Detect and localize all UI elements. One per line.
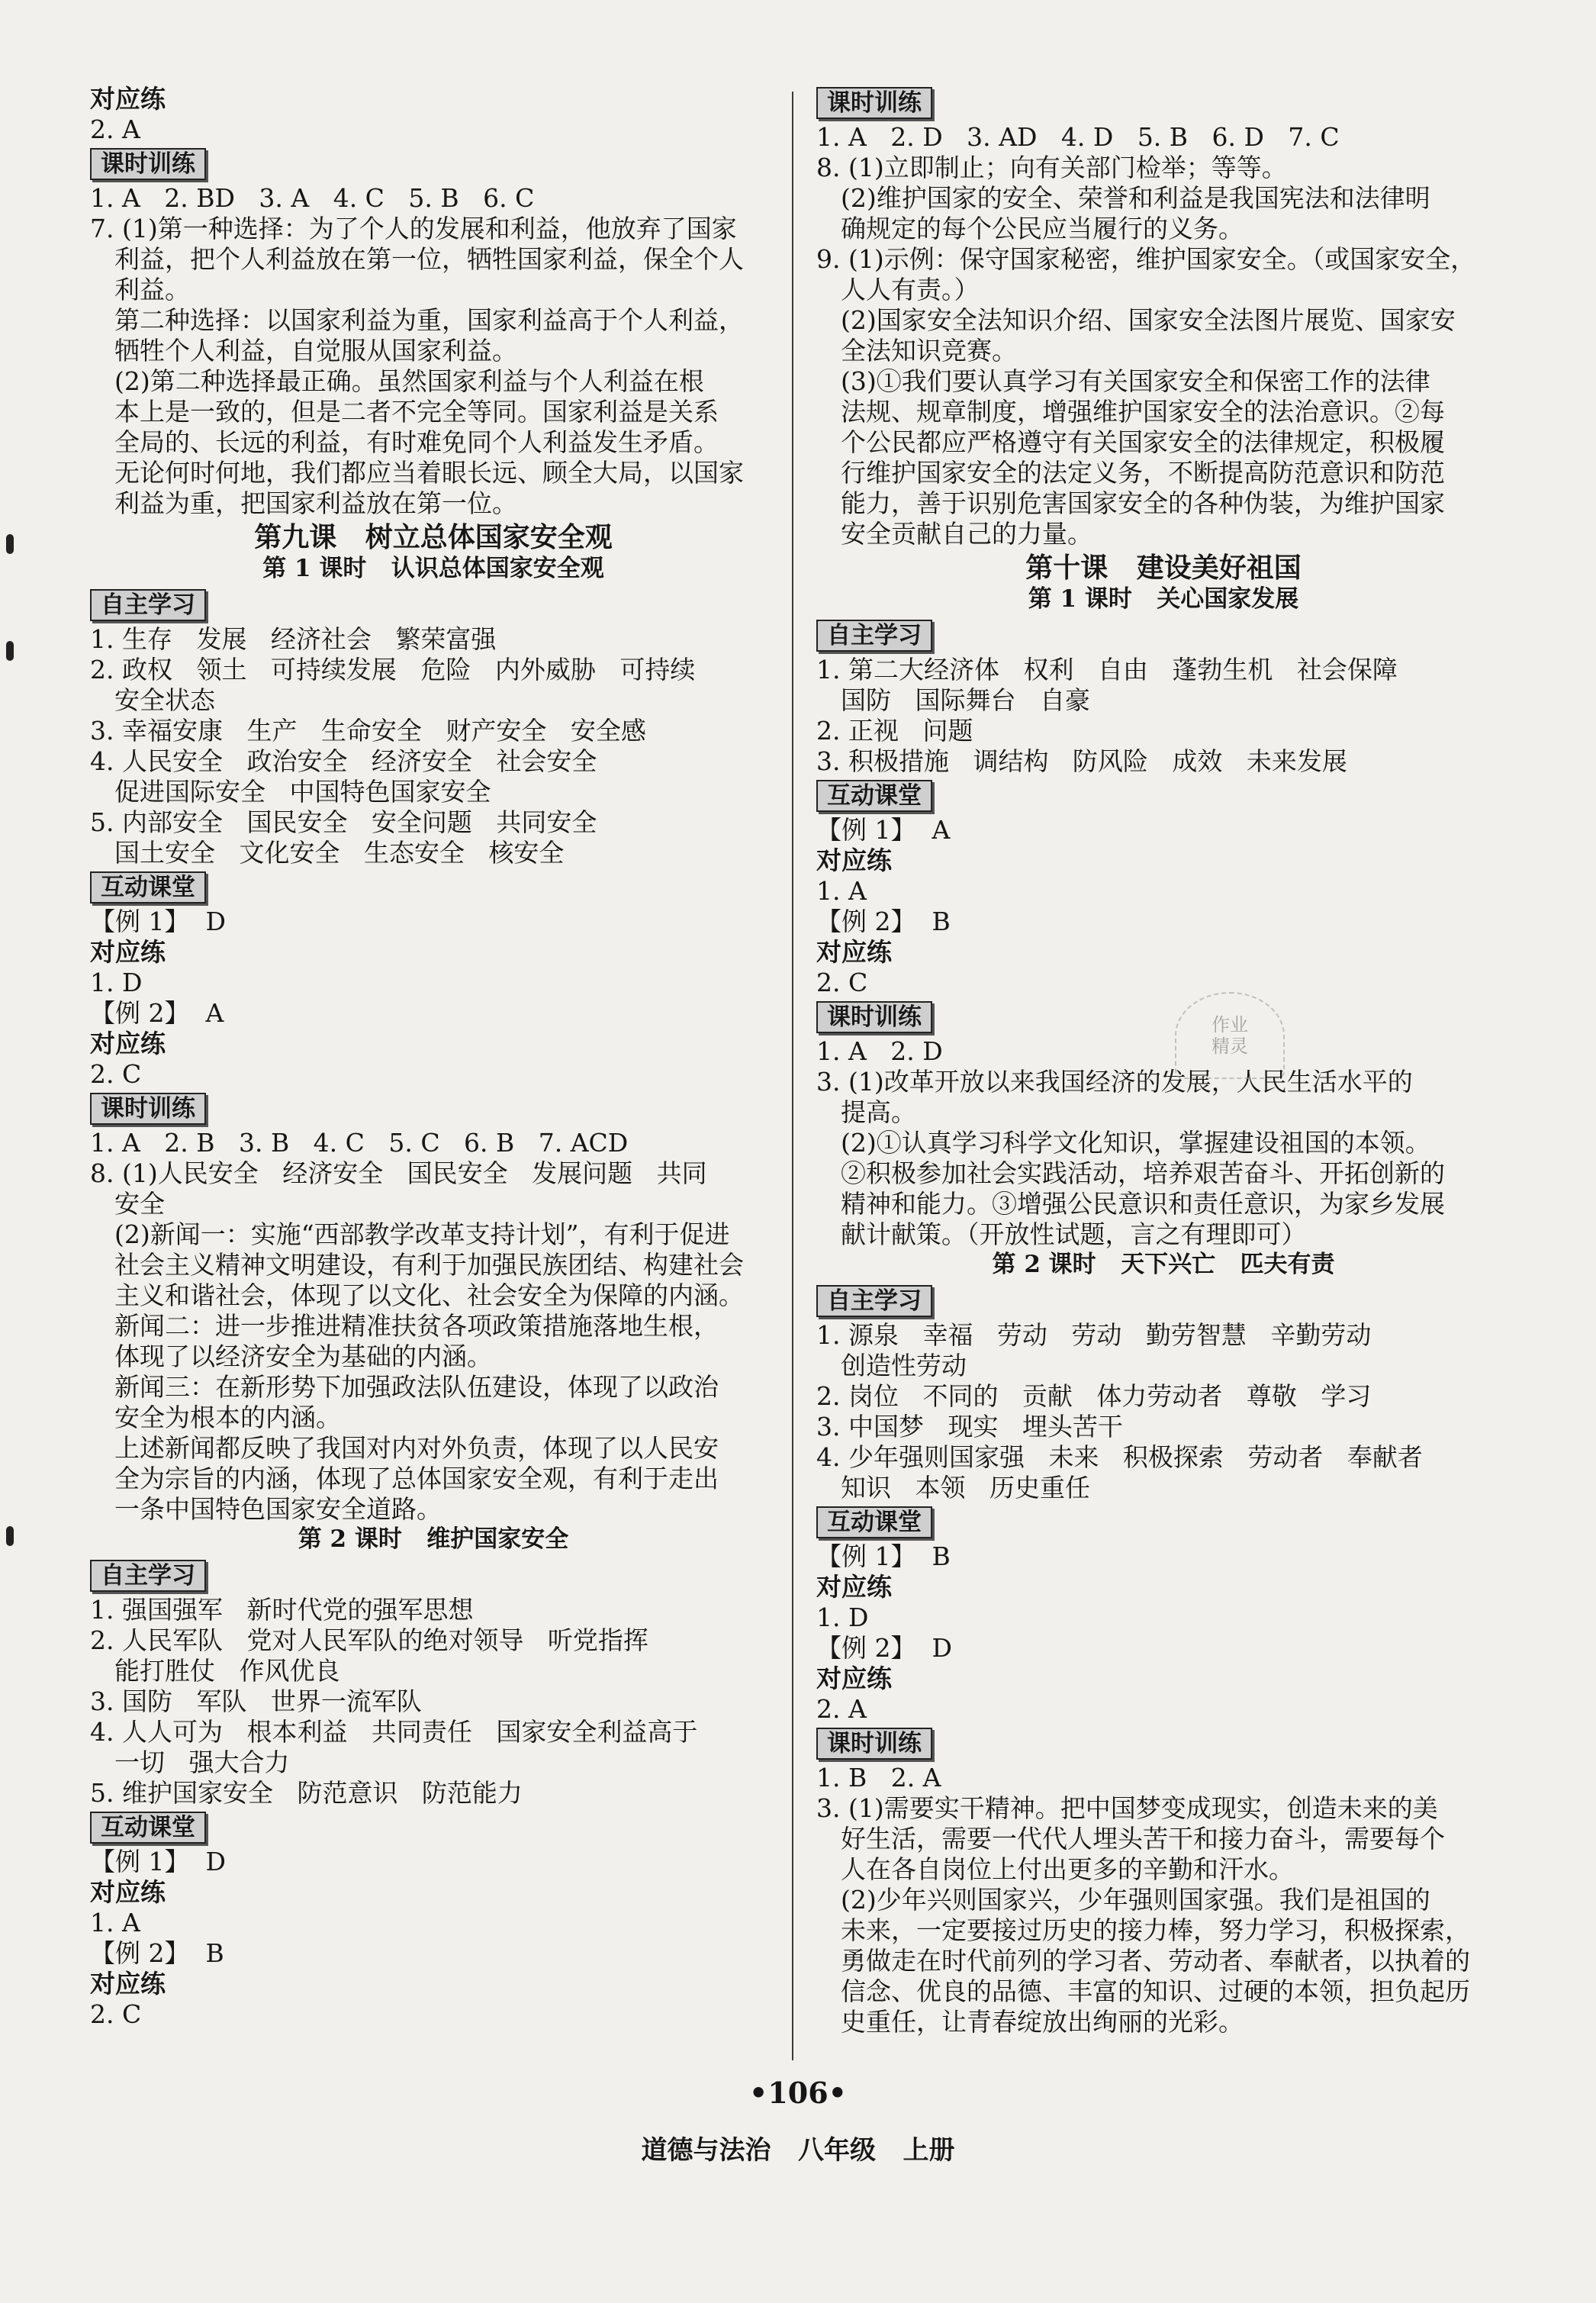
section-tag-row [816, 84, 1511, 122]
answer-line: 8. (1)人民安全 经济安全 国民安全 发展问题 共同 [90, 1158, 707, 1188]
column-divider [792, 92, 793, 2060]
answer-line: 无论何时何地，我们都应当着眼长远、顾全大局，以国家 [114, 458, 744, 488]
lesson-heading: 第九课 树立总体国家安全观 [254, 521, 613, 553]
section-tag: 课时训练 [90, 1093, 206, 1125]
section-tag: 互动课堂 [816, 780, 932, 812]
answer-line: 勇做走在时代前列的学习者、劳动者、奉献者，以执着的 [841, 1946, 1470, 1976]
answer-line: 4. 人人可为 根本利益 共同责任 国家安全利益高于 [90, 1717, 698, 1747]
answer-line: (3)①我们要认真学习有关国家安全和保密工作的法律 [841, 366, 1430, 396]
answer-line: 个公民都应严格遵守有关国家安全的法律规定，积极履 [841, 427, 1445, 457]
section-tag-row [90, 1557, 777, 1595]
answer-line: 2. C [90, 1059, 142, 1089]
answer-line: 安全状态 [114, 685, 215, 715]
answer-line: 5. 维护国家安全 防范意识 防范能力 [90, 1778, 523, 1808]
practice-label: 对应练 [816, 1664, 892, 1693]
answer-line: 促进国际安全 中国特色国家安全 [114, 777, 491, 807]
section-tag: 自主学习 [816, 1285, 932, 1317]
answer-line: 1. A 2. D 3. AD 4. D 5. B 6. D 7. C [816, 122, 1340, 152]
answer-line: 国土安全 文化安全 生态安全 核安全 [114, 838, 565, 868]
section-tag: 课时训练 [90, 148, 206, 180]
answer-line: 2. A [90, 114, 140, 144]
answer-line: 国防 国际舞台 自豪 [841, 685, 1090, 715]
answer-line: 【例 1】 D [90, 1847, 226, 1876]
answer-line: 信念、优良的品德、丰富的知识、过硬的本领，担负起历 [841, 1976, 1470, 2006]
answer-line: 1. 强国强军 新时代党的强军思想 [90, 1595, 474, 1625]
answer-line: 【例 2】 D [816, 1633, 952, 1663]
section-tag: 自主学习 [90, 1560, 206, 1592]
answer-line: 1. 源泉 幸福 劳动 劳动 勤劳智慧 辛勤劳动 [816, 1320, 1372, 1350]
answer-line: 献计献策。（开放性试题，言之有理即可） [841, 1219, 1307, 1249]
answer-line: 【例 1】 A [816, 815, 951, 845]
answer-line: 3. 中国梦 现实 埋头苦干 [816, 1412, 1123, 1441]
answer-line: 1. A [90, 1908, 140, 1937]
answer-line: 7. (1)第一种选择：为了个人的发展和利益，他放弃了国家 [90, 214, 737, 243]
section-tag: 课时训练 [816, 87, 932, 119]
answer-line: 安全为根本的内涵。 [114, 1403, 341, 1432]
practice-label: 对应练 [816, 1572, 892, 1602]
answer-line: 好生活，需要一代代人埋头苦干和接力奋斗，需要每个 [841, 1824, 1445, 1854]
answer-line: 2. A [816, 1694, 867, 1724]
answer-line: 2. 政权 领土 可持续发展 危险 内外威胁 可持续 [90, 655, 696, 684]
answer-line: 2. 岗位 不同的 贡献 体力劳动者 尊敬 学习 [816, 1381, 1372, 1411]
answer-line: 3. (1)改革开放以来我国经济的发展，人民生活水平的 [816, 1067, 1413, 1097]
answer-line: 利益。 [114, 275, 190, 304]
section-tag-row [90, 868, 777, 907]
answer-line: 一切 强大合力 [114, 1747, 290, 1777]
answer-line: 【例 1】 B [816, 1541, 951, 1571]
answer-line: 安全 [114, 1189, 165, 1219]
page-number: •106• [749, 2076, 847, 2110]
answer-line: 行维护国家安全的法定义务，不断提高防范意识和防范 [841, 458, 1445, 488]
practice-label: 对应练 [90, 1029, 166, 1058]
answer-line: ②积极参加社会实践活动，培养艰苦奋斗、开拓创新的 [841, 1158, 1445, 1188]
answer-line: 人人有责。） [841, 275, 980, 304]
section-tag-row [90, 1090, 777, 1128]
answer-line: 3. (1)需要实干精神。把中国梦变成现实，创造未来的美 [816, 1793, 1438, 1823]
section-tag: 自主学习 [90, 589, 206, 621]
answer-line: 安全贡献自己的力量。 [841, 519, 1092, 549]
answer-line: (2)新闻一：实施“西部教学改革支持计划”，有利于促进 [114, 1219, 730, 1249]
watermark-stamp [1175, 992, 1285, 1079]
answer-line: 能力，善于识别危害国家安全的各种伪装，为维护国家 [841, 488, 1445, 518]
answer-line: 1. D [816, 1602, 869, 1632]
answer-line: 人在各自岗位上付出更多的辛勤和汗水。 [841, 1854, 1294, 1884]
answer-line: 利益，把个人利益放在第一位，牺牲国家利益，保全个人 [114, 244, 744, 274]
section-tag: 自主学习 [816, 620, 932, 652]
section-tag: 课时训练 [816, 1728, 932, 1760]
section-tag-row [816, 617, 1511, 655]
answer-line: 社会主义精神文明建设，有利于加强民族团结、构建社会 [114, 1250, 744, 1280]
answer-line: 提高。 [841, 1097, 916, 1127]
answer-line: 9. (1)示例：保守国家秘密，维护国家安全。（或国家安全， [816, 244, 1476, 274]
answer-line: 5. 内部安全 国民安全 安全问题 共同安全 [90, 807, 597, 837]
section-tag: 互动课堂 [90, 871, 206, 903]
section-tag-row [816, 1282, 1511, 1320]
stamp-text: 精灵 [1211, 1036, 1248, 1057]
practice-label: 对应练 [816, 846, 892, 875]
answer-line: 主义和谐社会，体现了以文化、社会安全为保障的内涵。 [114, 1280, 744, 1310]
answer-line: 第二种选择：以国家利益为重，国家利益高于个人利益， [114, 305, 744, 335]
answer-line: (2)第二种选择最正确。虽然国家利益与个人利益在根 [114, 366, 704, 396]
right-column [816, 84, 1511, 2037]
lesson-subheading: 第 2 课时 天下兴亡 匹夫有责 [992, 1251, 1335, 1278]
answer-line: 3. 幸福安康 生产 生命安全 财产安全 安全感 [90, 716, 646, 746]
answer-line: 体现了以经济安全为基础的内涵。 [114, 1342, 492, 1371]
practice-label: 对应练 [90, 1877, 166, 1907]
answer-line: 精神和能力。③增强公民意识和责任意识，为家乡发展 [841, 1189, 1445, 1219]
answer-line: 8. (1)立即制止；向有关部门检举；等等。 [816, 153, 1287, 182]
section-tag: 课时训练 [816, 1001, 932, 1033]
answer-line: (2)维护国家的安全、荣誉和利益是我国宪法和法律明 [841, 183, 1430, 213]
answer-line: 全局的、长远的利益，有时难免同个人利益发生矛盾。 [114, 427, 719, 457]
practice-label: 对应练 [816, 937, 892, 967]
answer-line: 2. C [90, 1999, 142, 2029]
answer-line: 2. C [816, 968, 868, 997]
book-title: 道德与法治 八年级 上册 [641, 2135, 955, 2166]
answer-line: 1. B 2. A [816, 1763, 941, 1792]
section-tag-row [90, 586, 777, 624]
binding-mark [6, 641, 14, 661]
answer-line: 能打胜仗 作风优良 [114, 1656, 340, 1686]
stamp-text: 作业 [1211, 1014, 1248, 1036]
section-tag: 互动课堂 [816, 1506, 932, 1538]
answer-line: 4. 人民安全 政治安全 经济安全 社会安全 [90, 746, 597, 776]
section-tag: 互动课堂 [90, 1812, 206, 1844]
lesson-subheading: 第 2 课时 维护国家安全 [298, 1525, 569, 1553]
answer-line: 一条中国特色国家安全道路。 [114, 1494, 442, 1524]
answer-line: 确规定的每个公民应当履行的义务。 [841, 214, 1244, 243]
answer-line: (2)①认真学习科学文化知识，掌握建设祖国的本领。 [841, 1128, 1430, 1158]
answer-line: 新闻三：在新形势下加强政法队伍建设，体现了以政治 [114, 1372, 719, 1402]
answer-line: 1. A 2. D [816, 1036, 943, 1066]
section-tag-row [816, 1725, 1511, 1763]
answer-line: 1. D [90, 968, 143, 997]
section-tag-row [90, 145, 777, 183]
answer-line: 4. 少年强则国家强 未来 积极探索 劳动者 奉献者 [816, 1442, 1423, 1472]
answer-line: 史重任，让青春绽放出绚丽的光彩。 [841, 2007, 1244, 2037]
answer-line: 【例 1】 D [90, 907, 226, 936]
answer-line: 知识 本领 历史重任 [841, 1473, 1090, 1503]
answer-line: 牺牲个人利益，自觉服从国家利益。 [114, 336, 517, 366]
answer-line: 1. A 2. B 3. B 4. C 5. C 6. B 7. ACD [90, 1128, 629, 1158]
answer-line: 法规、规章制度，增强维护国家安全的法治意识。②每 [841, 397, 1445, 427]
answer-line: 【例 2】 A [90, 998, 224, 1028]
answer-line: 1. 生存 发展 经济社会 繁荣富强 [90, 624, 497, 654]
lesson-subheading: 第 1 课时 认识总体国家安全观 [262, 555, 604, 582]
practice-label: 对应练 [90, 84, 166, 114]
binding-mark [6, 534, 14, 554]
answer-line: 未来，一定要接过历史的接力棒，努力学习，积极探索， [841, 1915, 1470, 1945]
answer-line: 1. 第二大经济体 权利 自由 蓬勃生机 社会保障 [816, 655, 1398, 684]
answer-line: 本上是一致的，但是二者不完全等同。国家利益是关系 [114, 397, 719, 427]
answer-line: (2)少年兴则国家兴，少年强则国家强。我们是祖国的 [841, 1885, 1430, 1915]
answer-line: 1. A [816, 876, 867, 906]
lesson-heading: 第十课 建设美好祖国 [1025, 552, 1302, 584]
answer-line: 3. 国防 军队 世界一流军队 [90, 1686, 422, 1716]
section-tag-row [816, 998, 1511, 1036]
answer-line: 上述新闻都反映了我国对内对外负责，体现了以人民安 [114, 1433, 719, 1463]
answer-line: 1. A 2. BD 3. A 4. C 5. B 6. C [90, 183, 535, 213]
answer-line: 【例 2】 B [90, 1938, 224, 1968]
section-tag-row [816, 1503, 1511, 1541]
answer-line: 【例 2】 B [816, 907, 951, 936]
binding-mark [6, 1526, 14, 1546]
answer-line: 全为宗旨的内涵，体现了总体国家安全观，有利于走出 [114, 1464, 719, 1493]
practice-label: 对应练 [90, 1969, 166, 1999]
section-tag-row [90, 1809, 777, 1847]
lesson-subheading: 第 1 课时 关心国家发展 [1028, 585, 1299, 613]
answer-line: 创造性劳动 [841, 1351, 967, 1380]
answer-line: 3. 积极措施 调结构 防风险 成效 未来发展 [816, 746, 1347, 776]
practice-label: 对应练 [90, 937, 166, 967]
answer-line: 全法知识竞赛。 [841, 336, 1017, 366]
answer-line: 利益为重，把国家利益放在第一位。 [114, 488, 517, 518]
answer-line: 新闻二：进一步推进精准扶贫各项政策措施落地生根， [114, 1311, 719, 1341]
answer-line: 2. 正视 问题 [816, 716, 973, 746]
section-tag-row [816, 777, 1511, 815]
answer-line: 2. 人民军队 党对人民军队的绝对领导 听党指挥 [90, 1625, 648, 1655]
answer-line: (2)国家安全法知识介绍、国家安全法图片展览、国家安 [841, 305, 1456, 335]
left-column [90, 84, 777, 2030]
